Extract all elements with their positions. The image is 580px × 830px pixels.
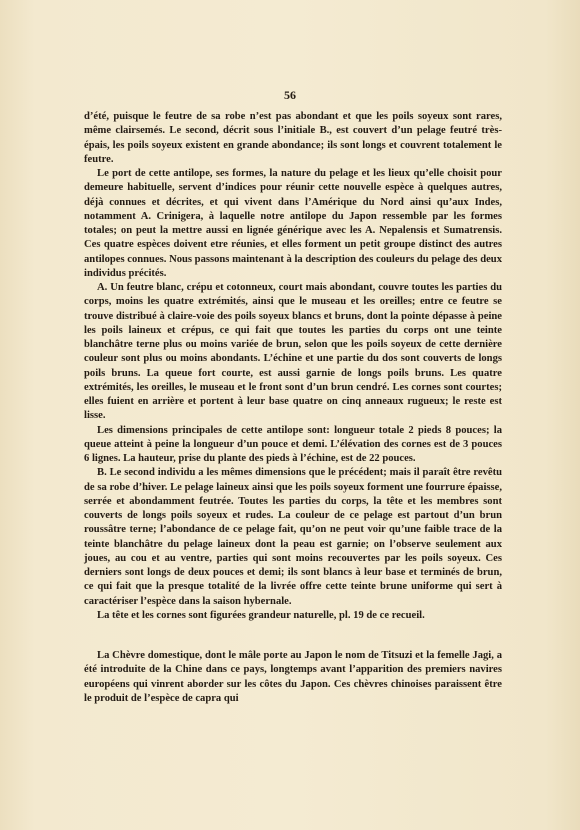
body-text <box>84 110 502 706</box>
paragraph-4: Les dimensions principales de cette antilope sont: longueur totale 2 pieds 8 pouces; la queue atteint à peine la longueur d’un pouce et demi. L’élévation des cornes est de 3 pouces 6 lignes. La hauteur, prise du plante des pieds à l’échine, est de 22 pouces. <box>84 424 502 464</box>
page-number: 56 <box>284 88 296 102</box>
paragraph-1: d’été, puisque le feutre de sa robe n’est pas abondant et que les poils soyeux sont rares, même clairsemés. Le second, décrit sous l’initiale B., est couvert d’un pelage feutré très-épais, les poils soyeux existent en grande abondance; ils sont longs et couvrent totalement le feutre. <box>84 111 502 165</box>
paragraph-6: La tête et les cornes sont figurées grandeur naturelle, pl. 19 de ce recueil. <box>97 609 425 621</box>
paragraph-3: A. Un feutre blanc, crépu et cotonneux, court mais abondant, couvre toutes les parties du corps, moins les quatre extrémités, ainsi que le museau et les oreilles; entre ce feutre se trouve distribué à claire-voie des poils soyeux blancs et bruns, dont la pointe dépasse à peine les poils laineux et crépus, ce qui fait que toutes les parties du corps ont une teinte blanchâtre terne plus ou moins variée de brun, selon que les poils soyeux de cette dernière couleur sont plus ou moins abondants. L’échine et une partie du dos sont couverts de longs poils bruns. La queue fort courte, est aussi garnie de longs poils bruns. Les quatre extrémités, les oreilles, le museau et le front sont d’un brun cendré. Les cornes sont courtes; elles fuient en arrière et portent à leur base quatre on cinq anneaux rugueux; le reste est lisse. <box>84 282 502 422</box>
paragraph-5: B. Le second individu a les mêmes dimensions que le précédent; mais il paraît être revêtu de sa robe d’hiver. Le pelage laineux ainsi que les poils soyeux forment une fourrure épaisse, serrée et abondamment feutrée. Toutes les parties du corps, la tête et les membres sont couverts de longs poils soyeux et rudes. La couleur de ce pelage est partout d’un brun roussâtre terne; l’abondance de ce pelage fait, qu’on ne peut voir qu’une faible trace de la teinte blanchâtre du pelage laineux dont la peau est garnie; on l’observe seulement aux joues, au cou et au ventre, parties qui sont moins recouvertes par les poils soyeux. Ces derniers sont longs de deux pouces et demi; ils sont blancs à leur base et terminés de brun, ce qui fait que la presque totalité de la livrée offre cette teinte brune uniforme qui sert à caractériser l’espèce dans la saison hybernale. <box>84 467 502 607</box>
paragraph-7: La Chèvre domestique, dont le mâle porte au Japon le nom de Titsuzi et la femelle Jagi, a été introduite de la Chine dans ce pays, longtemps avant l’apparition des premiers navires européens qui vinrent aborder sur les côtes du Japon. Ces chèvres chinoises paraissent être le produit de l’espèce de capra qui <box>84 650 502 704</box>
paragraph-2: Le port de cette antilope, ses formes, la nature du pelage et les lieux qu’elle choisit pour demeure habituelle, servent d’indices pour réunir cette nouvelle espèce à quelques autres, déjà connues et décrites, et qui vivent dans l’Amérique du Nord ainsi qu’aux Indes, notamment A. Crinigera, à laquelle notre antilope du Japon ressemble par les formes totales; on peut la mettre aussi en lignée générique avec les A. Nepalensis et Sumatrensis. Ces quatre espèces doivent etre réunies, et elles forment un petit groupe distinct des autres antilopes connues. Nous passons maintenant à la description des couleurs du pelage des deux individus précités. <box>84 168 502 279</box>
section-gap <box>84 623 502 649</box>
